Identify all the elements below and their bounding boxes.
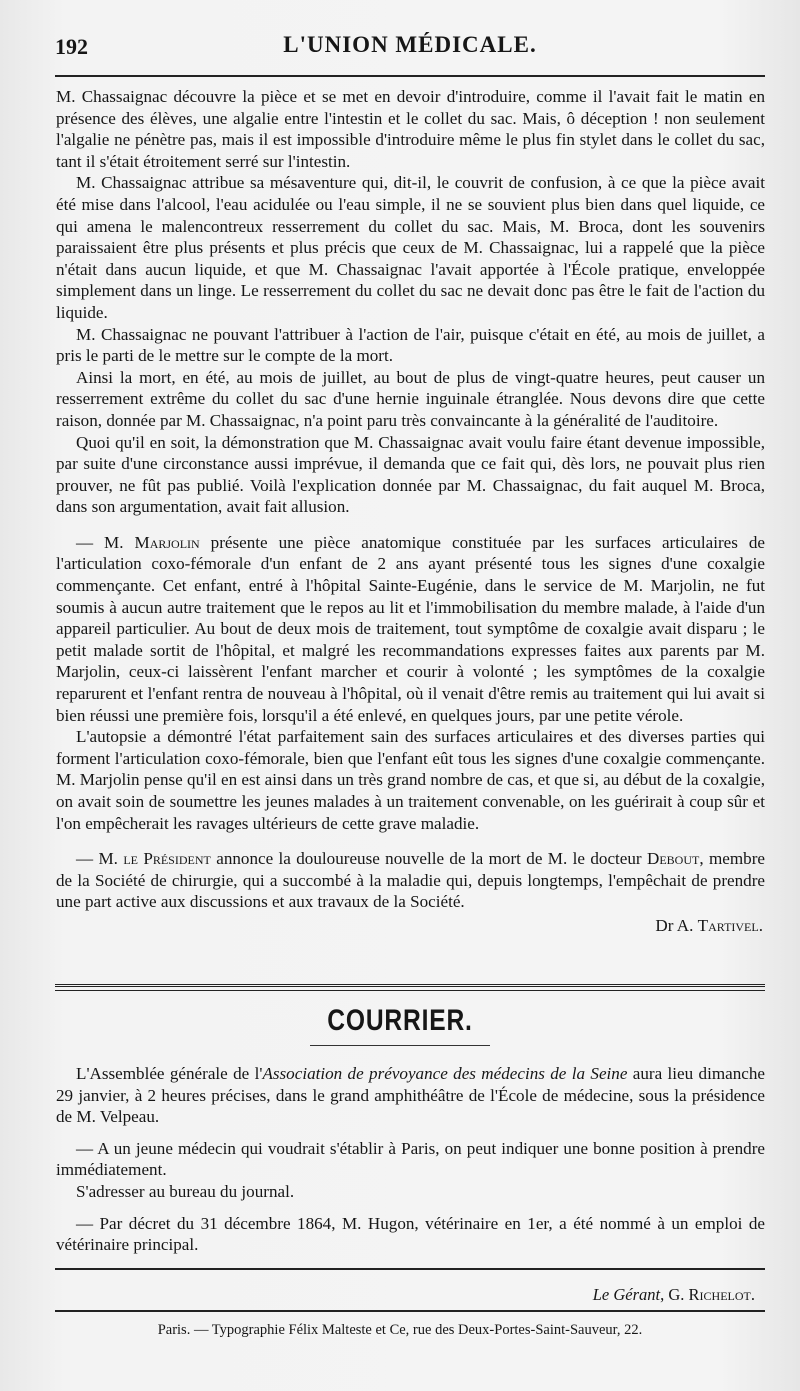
running-title: L'UNION MÉDICALE. (283, 32, 537, 57)
paragraph-5: Quoi qu'il en soit, la démonstration que M. Chassaignac avait voulu faire étant devenue impossible, par suite d'une circonstance aussi imprévue, il demanda que ce fait qui, dès lors, ne pouvait plus rien prouver, ne fût pas publié. Voilà l'explication donnée par M. Chassaignac, du fait auquel M. Broca, dans son argumentation, avait fait allusion. (56, 432, 765, 517)
president-paragraph: — M. le Président annonce la douloureuse nouvelle de la mort de M. le docteur Debout, membre de la Société de chirurgie, qui a succombé à la maladie qui, depuis longtemps, l'empêchait de prendre une part active aux discussions et aux travaux de la Société. (56, 849, 765, 912)
marjolin-name: Marjolin (134, 532, 200, 552)
courrier-body (56, 1063, 765, 1256)
page-number: 192 (55, 34, 88, 59)
paragraph-1: M. Chassaignac découvre la pièce et se met en devoir d'introduire, comme il l'avait fait le matin en présence des élèves, une algalie entre l'intestin et le collet du sac. Mais, ô déception ! non seulement l'algalie ne pénètre pas, mais il est impossible d'introduire même le plus fin stylet dans le collet du sac, tant il s'était étroitement serré sur l'intestin. (56, 87, 765, 171)
section-rule (55, 984, 765, 991)
gerant-line: Le Gérant, G. Richelot. (592, 1285, 755, 1304)
marjolin-paragraph: — M. Marjolin présente une pièce anatomique constituée par les surfaces articulaires de l'articulation coxo-fémorale d'un enfant de 2 ans ayant présenté tous les signes d'une coxalgie commençante. Cet enfant, entré à l'hôpital Sainte-Eugénie, dans le service de M. Marjolin, ne fut soumis à aucun autre traitement que le repos au lit et l'immobilisation du membre malade, à l'aide d'un appareil particulier. Au bout de deux mois de traitement, tout symptôme de coxalgie avait disparu ; le petit malade sortit de l'hôpital, et malgré les recommandations expresses faites aux parents par M. Marjolin, ceux-ci laissèrent l'enfant marcher et courir à volonté ; les symptômes de la coxalgie reparurent et l'enfant rentra de nouveau à l'hôpital, où il venait d'être remis au traitement qui lui avait si bien réussi une première fois, lorsqu'il a été enlevé, en quelques jours, par une petite vérole. (56, 532, 765, 725)
article-body (56, 86, 765, 937)
paragraph-3: M. Chassaignac ne pouvant l'attribuer à l'action de l'air, puisque c'était en été, au mois de juillet, a pris le parti de le mettre sur le compte de la mort. (56, 324, 765, 366)
courrier-heading: COURRIER. (327, 1004, 473, 1037)
page-header (55, 30, 765, 60)
footer-rule-bottom (55, 1310, 765, 1312)
paragraph-4: Ainsi la mort, en été, au mois de juillet, au bout de plus de vingt-quatre heures, peut causer un resserrement extrême du collet du sac d'une hernie inguinale étranglée. Nous devons dire que cette raison, donnée par M. Chassaignac, n'a point paru très convaincante à la généralité de l'auditoire. (56, 367, 765, 430)
courrier-item-2: — A un jeune médecin qui voudrait s'établir à Paris, on peut indiquer une bonne position à prendre immédiatement. (56, 1138, 765, 1180)
signature: Dr A. Tartivel. (655, 915, 763, 935)
autopsie-paragraph: L'autopsie a démontré l'état parfaitement sain des surfaces articulaires et des diverses parties qui forment l'articulation coxo-fémorale, bien que l'enfant eût tous les signes d'une coxalgie commençante. M. Marjolin pense qu'il en est ainsi dans un très grand nombre de cas, et que si, au début de la coxalgie, on avait soin de soumettre les jeunes malades à un traitement convenable, on les guérirait à coup sûr et l'on empêcherait les ravages ultérieurs de cette grave maladie. (56, 727, 765, 833)
heading-underline (310, 1045, 490, 1046)
imprint-line: Paris. — Typographie Félix Malteste et Ce, rue des Deux-Portes-Saint-Sauveur, 22. (157, 1322, 643, 1338)
courrier-item-1: L'Assemblée générale de l'Association de prévoyance des médecins de la Seine aura lieu dimanche 29 janvier, à 2 heures précises, dans le grand amphithéâtre de l'École de médecine, sous la présidence de M. Velpeau. (56, 1064, 765, 1127)
debout-name: Debout (646, 849, 700, 869)
president-title: le Président (123, 849, 211, 869)
footer-rule-top (55, 1268, 765, 1270)
header-rule (55, 75, 765, 77)
paragraph-2: M. Chassaignac attribue sa mésaventure qui, dit-il, le couvrit de confusion, à ce que la pièce avait été mise dans l'alcool, l'eau acidulée ou l'eau simple, il ne se souvient plus bien dans quel liquide, ce qui amena le malencontreux resserrement du collet du sac. Mais, M. Broca, dont les souvenirs paraissaient être plus présents et plus précis que ceux de M. Chassaignac, lui a rappelé que la pièce n'était dans aucun liquide, et que M. Chassaignac l'avait apportée à l'École pratique, enveloppée simplement dans un linge. Le resserrement du collet du sac ne devait donc pas être le fait de l'action du liquide. (56, 173, 765, 322)
courrier-item-3: S'adresser au bureau du journal. (76, 1181, 295, 1201)
courrier-item-4: — Par décret du 31 décembre 1864, M. Hugon, vétérinaire en 1er, a été nommé à un emploi de vétérinaire principal. (56, 1213, 765, 1255)
